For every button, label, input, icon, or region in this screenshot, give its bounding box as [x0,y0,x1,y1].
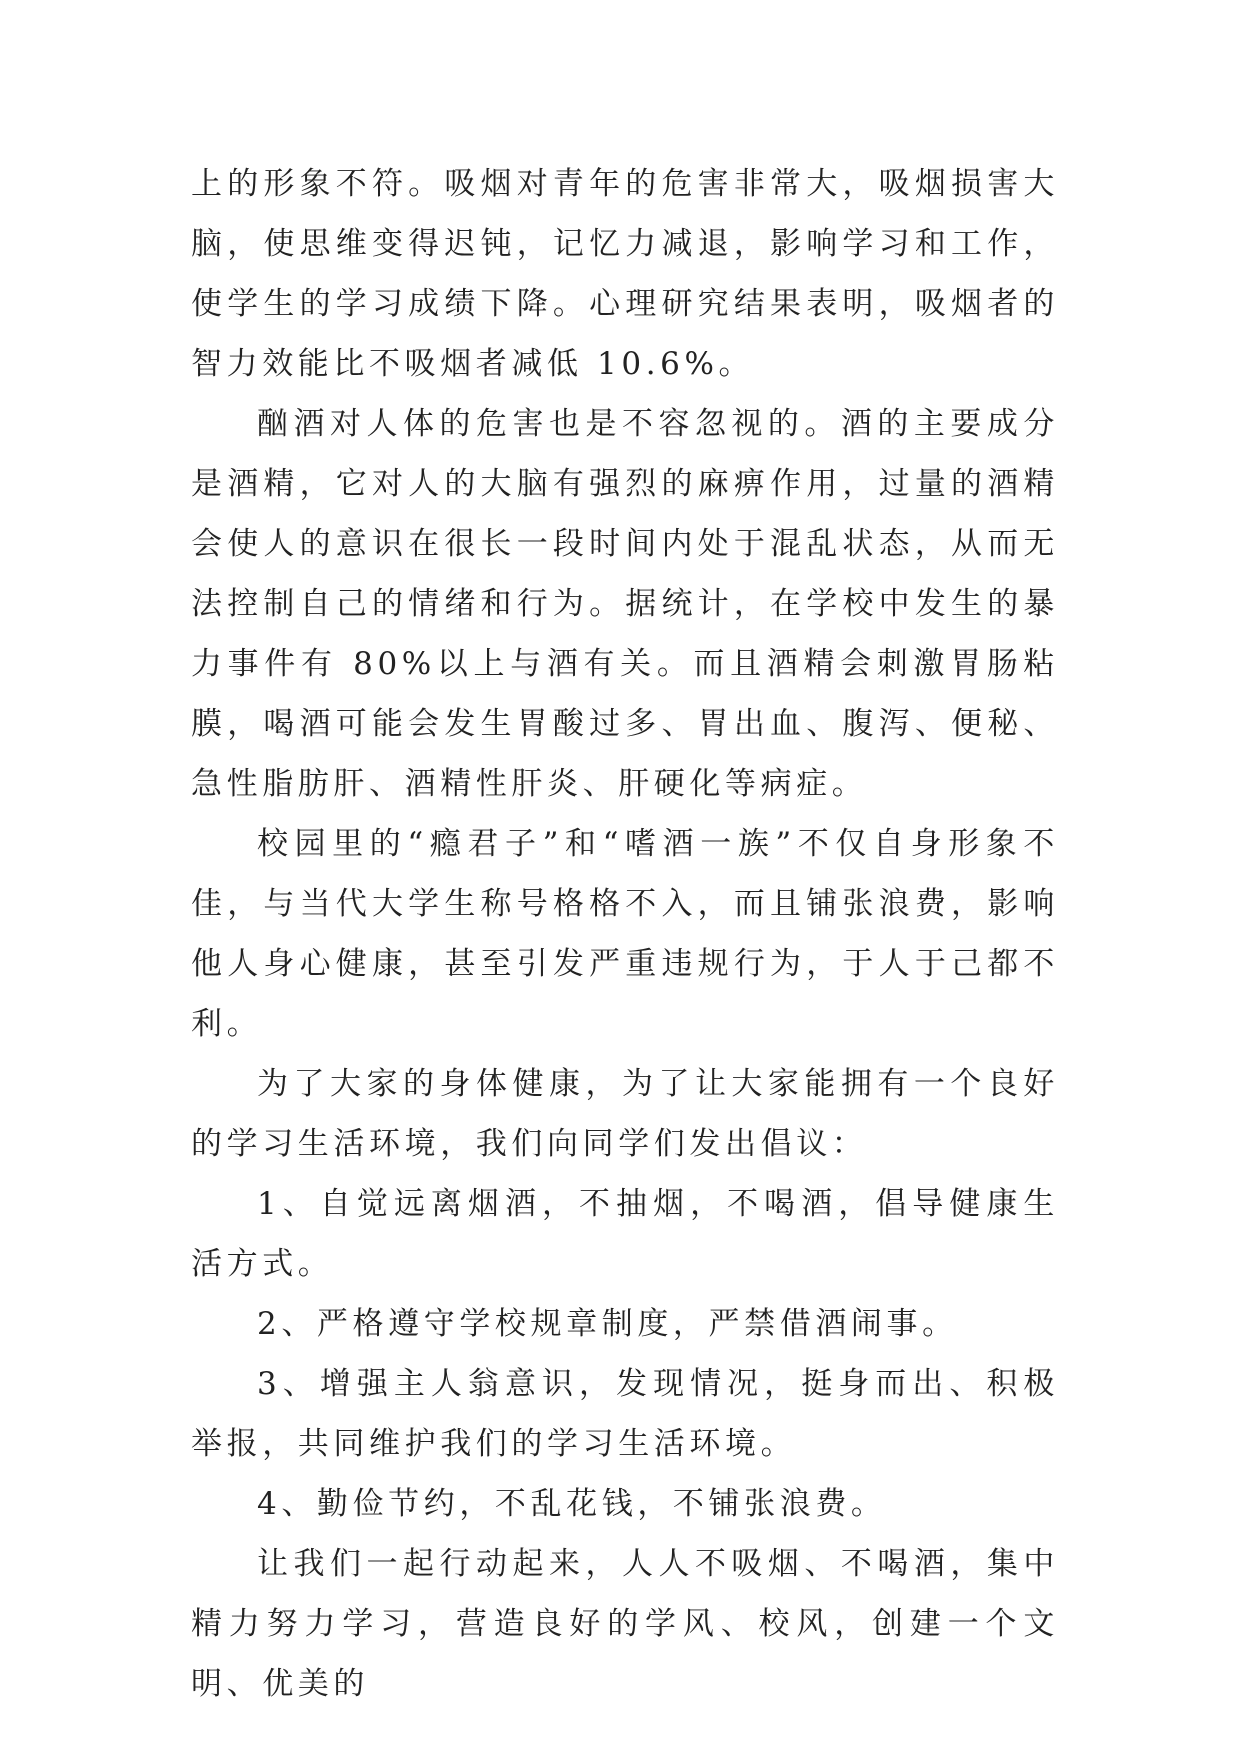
proposal-item-1: 1、自觉远离烟酒，不抽烟，不喝酒，倡导健康生活方式。 [191,1186,1059,1282]
paragraph-campus-smokers-drinkers: 校园里的“瘾君子”和“嗜酒一族”不仅自身形象不佳，与当代大学生称号格格不入，而且铺张浪费，影响他人身心健康，甚至引发严重违规行为，于人于己都不利。 [191,826,1059,1042]
proposal-item-4: 4、勤俭节约，不乱花钱，不铺张浪费。 [257,1486,887,1522]
proposal-item-2: 2、严格遵守学校规章制度，严禁借酒闹事。 [257,1306,958,1342]
document-page [191,154,1059,1714]
paragraph-alcohol-harm: 酗酒对人体的危害也是不容忽视的。酒的主要成分是酒精，它对人的大脑有强烈的麻痹作用，过量的酒精会使人的意识在很长一段时间内处于混乱状态，从而无法控制自己的情绪和行为。据统计，在学校中发生的暴力事件有 80%以上与酒有关。而且酒精会刺激胃肠粘膜，喝酒可能会发生胃酸过多、胃出血、腹泻、便秘、急性脂肪肝、酒精性肝炎、肝硬化等病症。 [191,406,1059,802]
paragraph-proposal-intro: 为了大家的身体健康，为了让大家能拥有一个良好的学习生活环境，我们向同学们发出倡议： [191,1066,1059,1162]
paragraph-smoking-harm: 上的形象不符。吸烟对青年的危害非常大，吸烟损害大脑，使思维变得迟钝，记忆力减退，影响学习和工作，使学生的学习成绩下降。心理研究结果表明，吸烟者的智力效能比不吸烟者减低 10.6%。 [191,166,1059,382]
proposal-item-3: 3、增强主人翁意识，发现情况，挺身而出、积极举报，共同维护我们的学习生活环境。 [191,1366,1059,1462]
paragraph-call-to-action: 让我们一起行动起来，人人不吸烟、不喝酒，集中精力努力学习，营造良好的学风、校风，创建一个文明、优美的 [191,1546,1059,1702]
